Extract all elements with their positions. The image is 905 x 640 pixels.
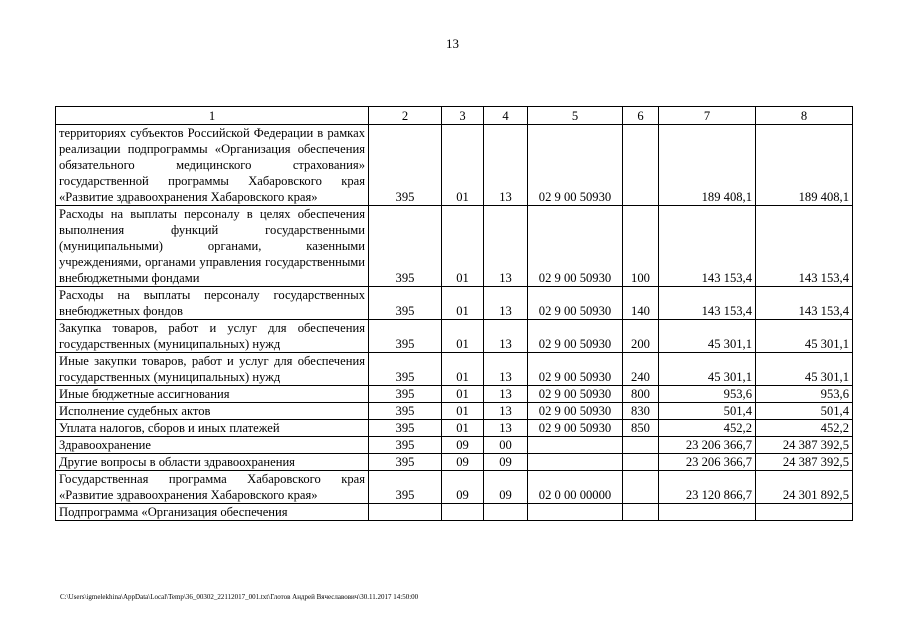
row-name: Иные закупки товаров, работ и услуг для обеспечения государственных (муниципальных) нужд: [56, 353, 369, 386]
rz-code: 09: [442, 471, 484, 504]
sum-year-1: 23 206 366,7: [659, 437, 756, 454]
budget-table: [55, 106, 853, 521]
column-header: 5: [528, 107, 623, 125]
cs-code: [528, 454, 623, 471]
pr-code: [484, 504, 528, 521]
cs-code: 02 9 00 50930: [528, 420, 623, 437]
column-header: 6: [623, 107, 659, 125]
rz-code: 01: [442, 320, 484, 353]
table-row: [56, 320, 853, 353]
gr-code: 395: [369, 454, 442, 471]
sum-year-2: 45 301,1: [756, 320, 853, 353]
cs-code: 02 9 00 50930: [528, 353, 623, 386]
column-header: 4: [484, 107, 528, 125]
sum-year-1: 452,2: [659, 420, 756, 437]
sum-year-2: 24 387 392,5: [756, 454, 853, 471]
table-row: [56, 420, 853, 437]
cs-code: 02 9 00 50930: [528, 403, 623, 420]
pr-code: 13: [484, 320, 528, 353]
pr-code: 13: [484, 125, 528, 206]
vr-code: 240: [623, 353, 659, 386]
row-name: Закупка товаров, работ и услуг для обеспечения государственных (муниципальных) нужд: [56, 320, 369, 353]
table-body: [56, 107, 853, 521]
table-row: [56, 471, 853, 504]
gr-code: 395: [369, 320, 442, 353]
sum-year-1: [659, 504, 756, 521]
table-row: [56, 437, 853, 454]
sum-year-1: 23 206 366,7: [659, 454, 756, 471]
sum-year-2: 143 153,4: [756, 206, 853, 287]
table-row: [56, 454, 853, 471]
rz-code: 01: [442, 125, 484, 206]
row-name: Расходы на выплаты персоналу государственных внебюджетных фондов: [56, 287, 369, 320]
gr-code: 395: [369, 287, 442, 320]
sum-year-1: 501,4: [659, 403, 756, 420]
vr-code: [623, 437, 659, 454]
table-row: [56, 504, 853, 521]
column-header: 8: [756, 107, 853, 125]
pr-code: 00: [484, 437, 528, 454]
sum-year-1: 143 153,4: [659, 287, 756, 320]
sum-year-2: 143 153,4: [756, 287, 853, 320]
cs-code: 02 9 00 50930: [528, 206, 623, 287]
column-header: 2: [369, 107, 442, 125]
pr-code: 13: [484, 287, 528, 320]
gr-code: 395: [369, 403, 442, 420]
row-name: территориях субъектов Российской Федерации в рамках реализации подпрограммы «Организация обеспечения обязательного медицинского страхования» государственной программы Хабаровского края «Развитие здравоохранения Хабаровского края»: [56, 125, 369, 206]
row-name: Иные бюджетные ассигнования: [56, 386, 369, 403]
sum-year-2: [756, 504, 853, 521]
pr-code: 13: [484, 206, 528, 287]
sum-year-1: 45 301,1: [659, 353, 756, 386]
gr-code: [369, 504, 442, 521]
cs-code: 02 9 00 50930: [528, 125, 623, 206]
cs-code: 02 0 00 00000: [528, 471, 623, 504]
sum-year-1: 953,6: [659, 386, 756, 403]
cs-code: 02 9 00 50930: [528, 386, 623, 403]
gr-code: 395: [369, 437, 442, 454]
sum-year-2: 189 408,1: [756, 125, 853, 206]
sum-year-2: 953,6: [756, 386, 853, 403]
row-name: Исполнение судебных актов: [56, 403, 369, 420]
sum-year-1: 189 408,1: [659, 125, 756, 206]
sum-year-2: 24 387 392,5: [756, 437, 853, 454]
rz-code: 01: [442, 353, 484, 386]
gr-code: 395: [369, 471, 442, 504]
row-name: Другие вопросы в области здравоохранения: [56, 454, 369, 471]
table-header-row: [56, 107, 853, 125]
table-row: [56, 386, 853, 403]
row-name: Государственная программа Хабаровского края «Развитие здравоохранения Хабаровского края»: [56, 471, 369, 504]
sum-year-2: 452,2: [756, 420, 853, 437]
rz-code: 01: [442, 420, 484, 437]
rz-code: [442, 504, 484, 521]
cs-code: 02 9 00 50930: [528, 320, 623, 353]
pr-code: 09: [484, 454, 528, 471]
vr-code: [623, 454, 659, 471]
gr-code: 395: [369, 420, 442, 437]
pr-code: 13: [484, 353, 528, 386]
column-header: 3: [442, 107, 484, 125]
column-header: 7: [659, 107, 756, 125]
rz-code: 01: [442, 287, 484, 320]
row-name: Подпрограмма «Организация обеспечения: [56, 504, 369, 521]
gr-code: 395: [369, 206, 442, 287]
sum-year-1: 143 153,4: [659, 206, 756, 287]
gr-code: 395: [369, 353, 442, 386]
column-header: 1: [56, 107, 369, 125]
table-row: [56, 206, 853, 287]
gr-code: 395: [369, 125, 442, 206]
table-row: [56, 403, 853, 420]
pr-code: 13: [484, 403, 528, 420]
rz-code: 09: [442, 437, 484, 454]
sum-year-2: 45 301,1: [756, 353, 853, 386]
table-row: [56, 287, 853, 320]
vr-code: 140: [623, 287, 659, 320]
row-name: Уплата налогов, сборов и иных платежей: [56, 420, 369, 437]
sum-year-2: 501,4: [756, 403, 853, 420]
rz-code: 09: [442, 454, 484, 471]
vr-code: 200: [623, 320, 659, 353]
cs-code: [528, 437, 623, 454]
vr-code: 830: [623, 403, 659, 420]
rz-code: 01: [442, 386, 484, 403]
sum-year-2: 24 301 892,5: [756, 471, 853, 504]
pr-code: 13: [484, 386, 528, 403]
table-row: [56, 125, 853, 206]
vr-code: 850: [623, 420, 659, 437]
rz-code: 01: [442, 403, 484, 420]
page-number: 13: [446, 36, 459, 51]
file-path-footer: C:\Users\igmelekhina\AppData\Local\Temp\36_00302_22112017_001.txt\Глотов Андрей Вячеславович\30.11.2017 14:50:00: [60, 593, 419, 601]
vr-code: 100: [623, 206, 659, 287]
sum-year-1: 45 301,1: [659, 320, 756, 353]
vr-code: [623, 471, 659, 504]
gr-code: 395: [369, 386, 442, 403]
row-name: Расходы на выплаты персоналу в целях обеспечения выполнения функций государственными (муниципальными) органами, казенными учреждениями, органами управления государственными внебюджетными фондами: [56, 206, 369, 287]
row-name: Здравоохранение: [56, 437, 369, 454]
vr-code: [623, 504, 659, 521]
pr-code: 09: [484, 471, 528, 504]
cs-code: [528, 504, 623, 521]
table-row: [56, 353, 853, 386]
vr-code: 800: [623, 386, 659, 403]
cs-code: 02 9 00 50930: [528, 287, 623, 320]
rz-code: 01: [442, 206, 484, 287]
pr-code: 13: [484, 420, 528, 437]
sum-year-1: 23 120 866,7: [659, 471, 756, 504]
vr-code: [623, 125, 659, 206]
